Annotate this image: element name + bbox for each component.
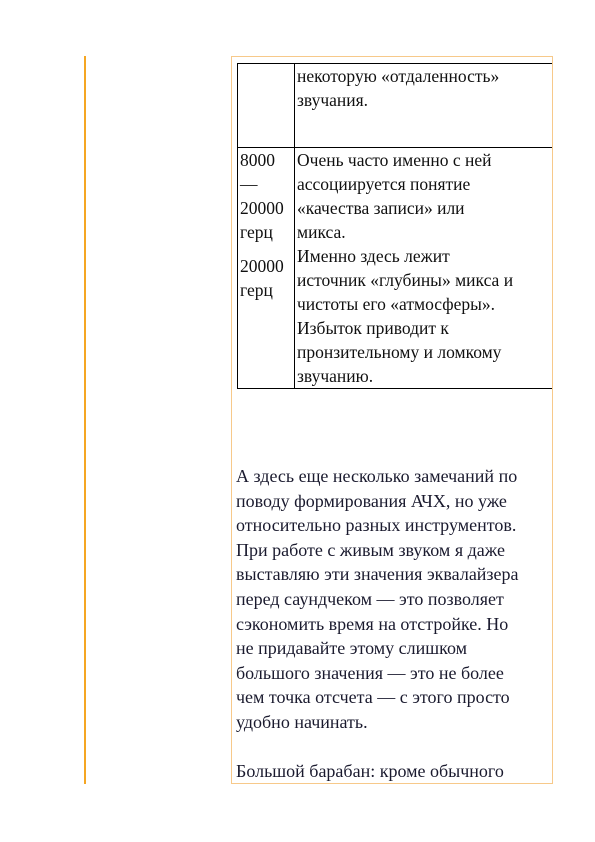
paragraph-line: Большой барабан: кроме обычного (236, 760, 504, 781)
cell-text-line: 20000 (240, 256, 284, 276)
cell-text-line: Именно здесь лежит (297, 246, 450, 266)
paragraph-line: перед саундчеком — это позволяет (236, 588, 504, 609)
cell-text-line: «качества записи» или (297, 198, 465, 218)
table-cell-range (238, 64, 295, 148)
cell-text-line: ассоциируется понятие (297, 174, 471, 194)
table-row (238, 64, 553, 148)
cell-text-line: герц (240, 222, 273, 242)
cell-text-line: Избыток приводит к (297, 318, 449, 338)
cell-text-line: некоторую «отдаленность» (297, 66, 500, 86)
cell-text-line: источник «глубины» микса и (297, 270, 514, 290)
paragraph-line: выставляю эти значения эквалайзера (236, 564, 519, 585)
table-cell-description (295, 148, 553, 389)
cell-text-line: чистоты его «атмосферы». (297, 294, 495, 314)
paragraph-line: относительно разных инструментов. (236, 515, 517, 536)
cell-text-line: пронзительному и ломкому (297, 342, 502, 362)
paragraph-line: А здесь еще несколько замечаний по (236, 466, 518, 486)
paragraph-line: большого значения — это не более (236, 662, 504, 683)
paragraph-line: поводу формирования АЧХ, но уже (236, 490, 507, 511)
cell-text-line: звучанию. (297, 366, 374, 386)
table-cell-range (238, 148, 295, 389)
paragraph-line: При работе с живым звуком я даже (236, 539, 505, 560)
left-margin-rule (84, 56, 86, 784)
cell-text-line: 8000 (240, 150, 275, 170)
table-cell-description (295, 64, 553, 148)
paragraph (236, 464, 552, 735)
table-row (238, 148, 553, 389)
cell-text-line: звучания. (297, 90, 369, 110)
cell-text-line: герц (240, 280, 273, 300)
paragraph-line: сэкономить время на отстройке. Но (236, 613, 509, 634)
page-frame (231, 56, 553, 784)
cell-text-line: Очень часто именно с ней (297, 150, 492, 170)
cell-text-line: — (240, 174, 258, 194)
paragraph-line: не придавайте этому слишком (236, 638, 468, 659)
line-gap (240, 244, 292, 254)
paragraph (236, 759, 552, 784)
body-text (236, 464, 552, 783)
paragraph-line: чем точка отсчета — с этого просто (236, 687, 510, 708)
cell-text-line: микса. (297, 222, 346, 242)
paragraph-line: удобно начинать. (236, 711, 368, 732)
cell-text-line: 20000 (240, 198, 284, 218)
frequency-table (237, 63, 553, 389)
